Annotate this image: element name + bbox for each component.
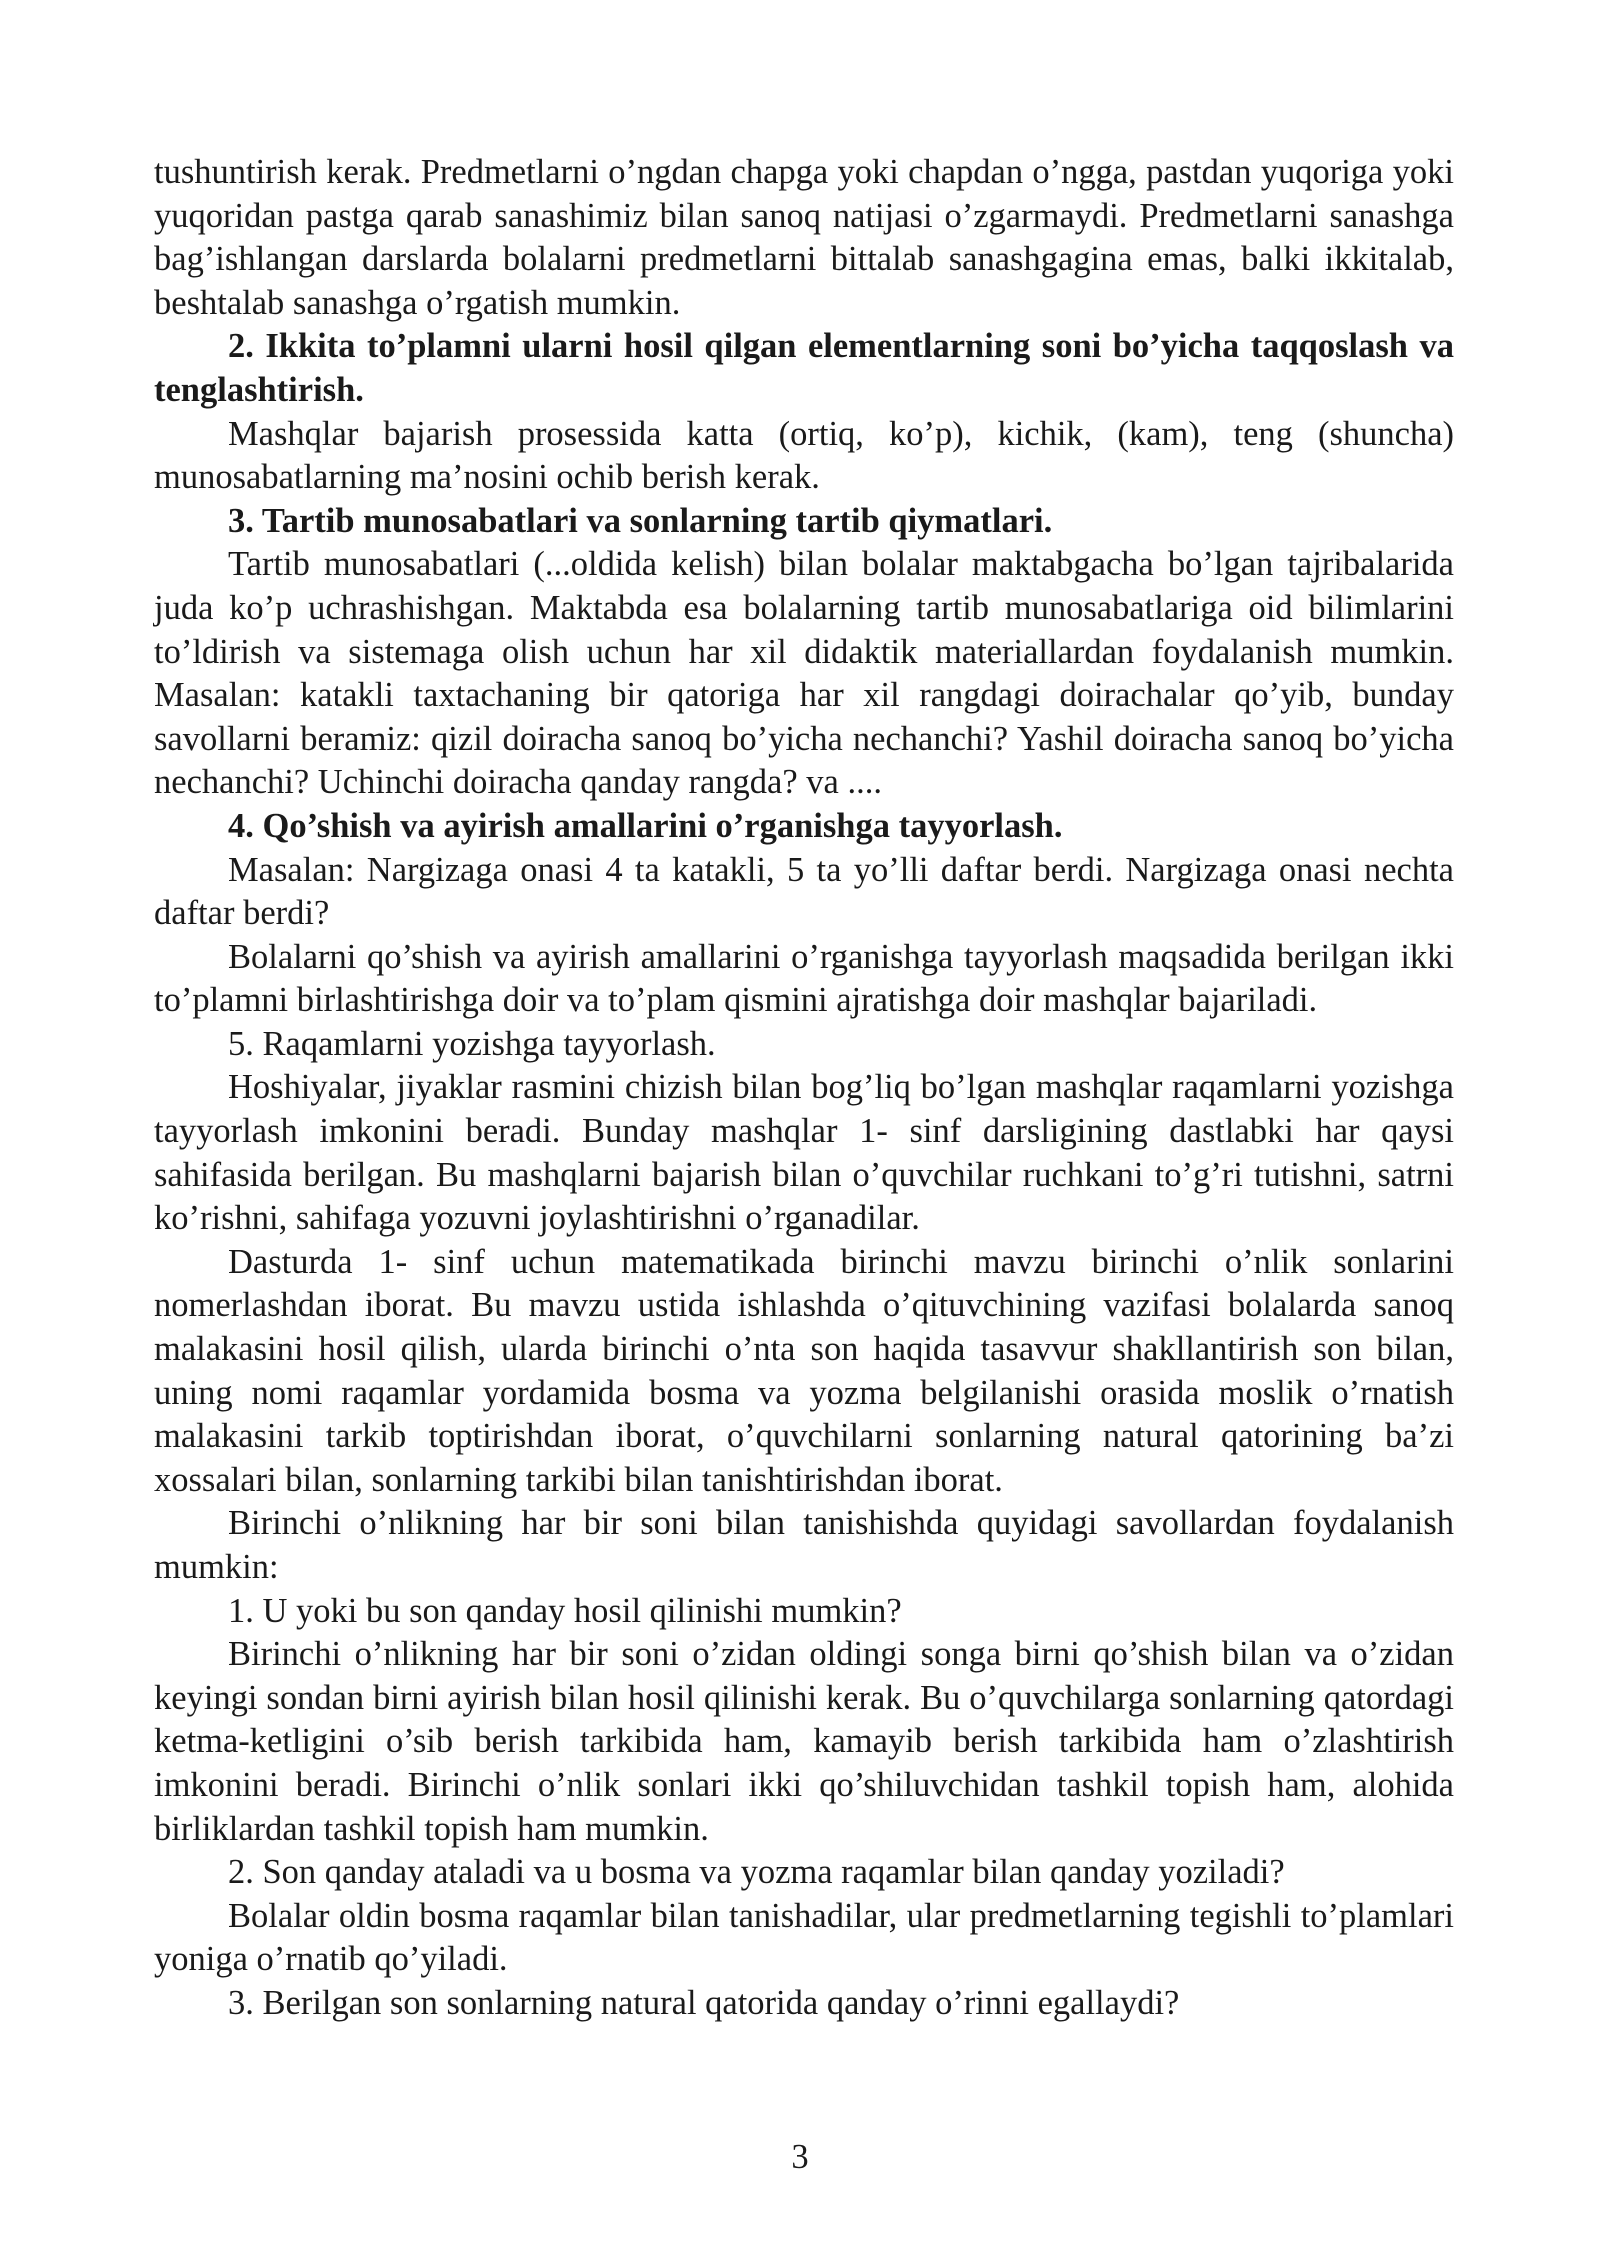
- section-heading-2: 2. Ikkita to’plamni ularni hosil qilgan elementlarning soni bo’yicha taqqoslash va tenglashtirish.: [154, 327, 1454, 409]
- paragraph: Birinchi o’nlikning har bir soni bilan tanishishda quyidagi savollardan foydalanish mumkin:: [154, 1504, 1454, 1586]
- numbered-question: 2. Son qanday ataladi va u bosma va yozma raqamlar bilan qanday yoziladi?: [228, 1853, 1285, 1892]
- paragraph-continuation: tushuntirish kerak. Predmetlarni o’ngdan chapga yoki chapdan o’ngga, pastdan yuqoriga yoki yuqoridan pastga qarab sanashimiz bilan sanoq natijasi o’zgarmaydi. Predmetlarni sanashga bag’ishlangan darslarda bolalarni predmetlarni bittalab sanashgagina emas, balki ikkitalab, beshtalab sanashga o’rgatish mumkin.: [154, 153, 1454, 322]
- paragraph: Dasturda 1- sinf uchun matematikada birinchi mavzu birinchi o’nlik sonlarini nomerlashdan iborat. Bu mavzu ustida ishlashda o’qituvchining vazifasi bolalarda sanoq malakasini hosil qilish, ularda birinchi o’nta son haqida tasavvur shakllantirish son bilan, uning nomi raqamlar yordamida bosma va yozma belgilanishi orasida moslik o’rnatish malakasini tarkib toptirishdan iborat, o’quvchilarni sonlarning natural qatorining ba’zi xossalari bilan, sonlarning tarkibi bilan tanishtirishdan iborat.: [154, 1242, 1454, 1499]
- paragraph: Hoshiyalar, jiyaklar rasmini chizish bilan bog’liq bo’lgan mashqlar raqamlarni yozishga tayyorlash imkonini beradi. Bunday mashqlar 1- sinf darsligining dastlabki har qaysi sahifasida berilgan. Bu mashqlarni bajarish bilan o’quvchilar ruchkani to’g’ri tutishni, satrni ko’rishni, sahifaga yozuvni joylashtirishni o’rganadilar.: [154, 1068, 1454, 1238]
- body-text: [154, 151, 1454, 2026]
- paragraph: Mashqlar bajarish prosessida katta (ortiq, ko’p), kichik, (kam), teng (shuncha) munosabatlarning ma’nosini ochib berish kerak.: [154, 414, 1454, 497]
- paragraph: Bolalar oldin bosma raqamlar bilan tanishadilar, ular predmetlarning tegishli to’plamlari yoniga o’rnatib qo’yiladi.: [154, 1896, 1454, 1979]
- section-heading-4: 4. Qo’shish va ayirish amallarini o’rganishga tayyorlash.: [228, 806, 1063, 845]
- page-number: 3: [791, 2138, 809, 2176]
- paragraph: Tartib munosabatlari (...oldida kelish) bilan bolalar maktabgacha bo’lgan tajribalarida juda ko’p uchrashishgan. Maktabda esa bolalarning tartib munosabatlariga oid bilimlarini to’ldirish va sistemaga olish uchun har xil didaktik materiallardan foydalanish mumkin. Masalan: katakli taxtachaning bir qatoriga har xil rangdagi doirachalar qo’yib, bunday savollarni beramiz: qizil doiracha sanoq bo’yicha nechanchi? Yashil doiracha sanoq bo’yicha nechanchi? Uchinchi doiracha qanday rangda? va ....: [154, 545, 1454, 802]
- section-heading-3: 3. Tartib munosabatlari va sonlarning tartib qiymatlari.: [228, 501, 1053, 540]
- paragraph: Birinchi o’nlikning har bir soni o’zidan oldingi songa birni qo’shish bilan va o’zidan keyingi sondan birni ayirish bilan hosil qilinishi kerak. Bu o’quvchilarga sonlarning qatordagi ketma-ketligini o’sib berish tarkibida ham, kamayib berish tarkibida ham o’zlashtirish imkonini beradi. Birinchi o’nlik sonlari ikki qo’shiluvchidan tashkil topish ham, alohida birliklardan tashkil topish ham mumkin.: [154, 1635, 1454, 1848]
- paragraph: Masalan: Nargizaga onasi 4 ta katakli, 5 ta yo’lli daftar berdi. Nargizaga onasi nechta daftar berdi?: [154, 850, 1454, 933]
- section-heading-5: 5. Raqamlarni yozishga tayyorlash.: [228, 1024, 716, 1063]
- paragraph: Bolalarni qo’shish va ayirish amallarini o’rganishga tayyorlash maqsadida berilgan ikki to’plamni birlashtirishga doir va to’plam qismini ajratishga doir mashqlar bajariladi.: [154, 937, 1454, 1020]
- numbered-question: 3. Berilgan son sonlarning natural qatorida qanday o’rinni egallaydi?: [228, 1983, 1180, 2022]
- numbered-question: 1. U yoki bu son qanday hosil qilinishi mumkin?: [228, 1591, 902, 1630]
